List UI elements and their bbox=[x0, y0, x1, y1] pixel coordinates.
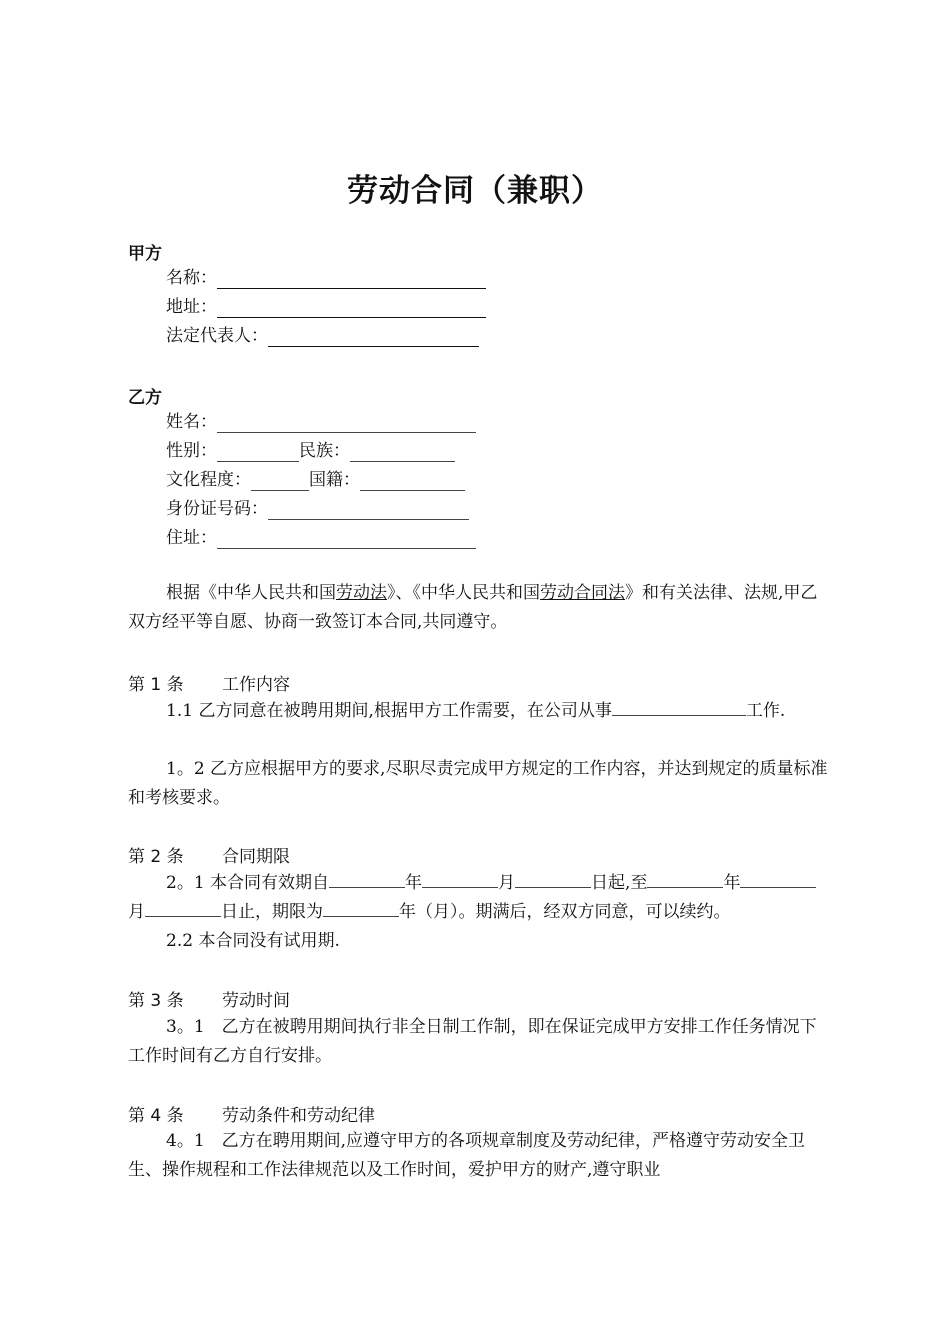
start-year-blank[interactable] bbox=[329, 871, 405, 888]
term-blank[interactable] bbox=[323, 900, 399, 917]
party-b-education-line[interactable] bbox=[251, 474, 309, 491]
article-3-clause-1-text: 3。1 乙方在被聘用期间执行非全日制工作制，即在保证完成甲方安排工作任务情况下工作时间有乙方自行安排。 bbox=[128, 1017, 817, 1066]
party-b-gender-field bbox=[166, 440, 455, 462]
article-1-clause-2-text: 1。2 乙方应根据甲方的要求,尽职尽责完成甲方规定的工作内容，并达到规定的质量标准和考核要求。 bbox=[128, 759, 828, 808]
party-b-address-field bbox=[166, 527, 476, 549]
party-b-address-line[interactable] bbox=[217, 532, 476, 549]
article-1-clause-1-tail: 工作. bbox=[745, 701, 786, 721]
article-2-clause-1 bbox=[128, 869, 828, 927]
job-blank[interactable] bbox=[612, 699, 746, 716]
party-b-gender-label: 性别： bbox=[166, 441, 217, 461]
start-day-blank[interactable] bbox=[515, 871, 591, 888]
party-a-rep-line[interactable] bbox=[268, 330, 479, 347]
day-from-label: 日起,至 bbox=[591, 873, 648, 893]
year-label-1: 年 bbox=[405, 873, 423, 893]
article-1-title: 工作内容 bbox=[222, 675, 290, 695]
end-year-blank[interactable] bbox=[647, 871, 723, 888]
preamble-paragraph bbox=[128, 579, 828, 637]
party-b-nationality-line[interactable] bbox=[360, 474, 465, 491]
party-a-heading: 甲方 bbox=[128, 244, 162, 264]
party-b-id-field bbox=[166, 498, 469, 520]
article-3-clause-1 bbox=[128, 1013, 828, 1071]
party-a-address-field bbox=[166, 296, 486, 318]
article-4-title: 劳动条件和劳动纪律 bbox=[222, 1106, 375, 1126]
preamble-law-1: 劳动法 bbox=[336, 583, 387, 603]
month-label-2: 月 bbox=[128, 902, 145, 922]
article-1-clause-1 bbox=[128, 697, 828, 726]
party-b-ethnicity-line[interactable] bbox=[350, 445, 455, 462]
article-3-number: 第 3 条 bbox=[128, 991, 184, 1011]
day-to-label: 日止，期限为 bbox=[221, 902, 323, 922]
article-1-heading bbox=[128, 670, 290, 695]
party-b-name-line[interactable] bbox=[217, 416, 476, 433]
party-b-ethnicity-label: 民族： bbox=[299, 441, 350, 461]
article-4-heading bbox=[128, 1101, 375, 1126]
article-3-heading bbox=[128, 986, 290, 1011]
party-b-name-label: 姓名： bbox=[166, 412, 217, 432]
article-4-clause-1-text: 4。1 乙方在聘用期间,应遵守甲方的各项规章制度及劳动纪律，严格遵守劳动安全卫生、操作规程和工作法律规范以及工作时间，爱护甲方的财产,遵守职业 bbox=[128, 1131, 806, 1180]
article-2-clause-2 bbox=[128, 927, 828, 956]
end-day-blank[interactable] bbox=[145, 900, 221, 917]
party-b-id-label: 身份证号码： bbox=[166, 499, 268, 519]
party-b-id-line[interactable] bbox=[268, 503, 469, 520]
party-b-education-field bbox=[166, 469, 465, 491]
preamble-text-2: 》、《中华人民共和国 bbox=[387, 583, 540, 603]
preamble-text-3: 》和有关法律、法规,甲乙双方经平等自愿、协商一致签订本合同,共同遵守。 bbox=[128, 583, 818, 632]
preamble-text-1: 根据《中华人民共和国 bbox=[166, 583, 336, 603]
party-a-rep-field bbox=[166, 325, 479, 347]
party-b-address-label: 住址： bbox=[166, 528, 217, 548]
year-label-2: 年 bbox=[723, 873, 741, 893]
article-3-title: 劳动时间 bbox=[222, 991, 290, 1011]
article-2-title: 合同期限 bbox=[222, 847, 290, 867]
party-b-name-field bbox=[166, 411, 476, 433]
article-2-clause-1-tail: 年（月）。期满后，经双方同意，可以续约。 bbox=[399, 902, 731, 922]
article-2-clause-2-text: 2.2 本合同没有试用期. bbox=[166, 931, 340, 951]
article-2-heading bbox=[128, 842, 290, 867]
party-b-nationality-label: 国籍： bbox=[309, 470, 360, 490]
party-b-gender-line[interactable] bbox=[217, 445, 299, 462]
end-month-blank[interactable] bbox=[740, 871, 816, 888]
party-b-education-label: 文化程度： bbox=[166, 470, 251, 490]
start-month-blank[interactable] bbox=[422, 871, 498, 888]
article-2-number: 第 2 条 bbox=[128, 847, 184, 867]
party-a-name-label: 名称： bbox=[166, 268, 217, 288]
party-a-address-label: 地址： bbox=[166, 297, 217, 317]
party-a-name-line[interactable] bbox=[217, 272, 486, 289]
party-a-rep-label: 法定代表人： bbox=[166, 326, 268, 346]
party-b-heading: 乙方 bbox=[128, 388, 162, 408]
document-title: 劳动合同（兼职） bbox=[347, 173, 603, 209]
article-4-number: 第 4 条 bbox=[128, 1106, 184, 1126]
preamble-law-2: 劳动合同法 bbox=[540, 583, 625, 603]
article-1-clause-1-text: 1.1 乙方同意在被聘用期间,根据甲方工作需要，在公司从事 bbox=[166, 701, 612, 721]
month-label-1: 月 bbox=[498, 873, 516, 893]
article-1-number: 第 1 条 bbox=[128, 675, 184, 695]
article-1-clause-2 bbox=[128, 755, 828, 813]
article-4-clause-1 bbox=[128, 1127, 828, 1185]
party-a-name-field bbox=[166, 267, 486, 289]
article-2-clause-1-text: 2。1 本合同有效期自 bbox=[166, 873, 330, 893]
party-a-address-line[interactable] bbox=[217, 301, 486, 318]
